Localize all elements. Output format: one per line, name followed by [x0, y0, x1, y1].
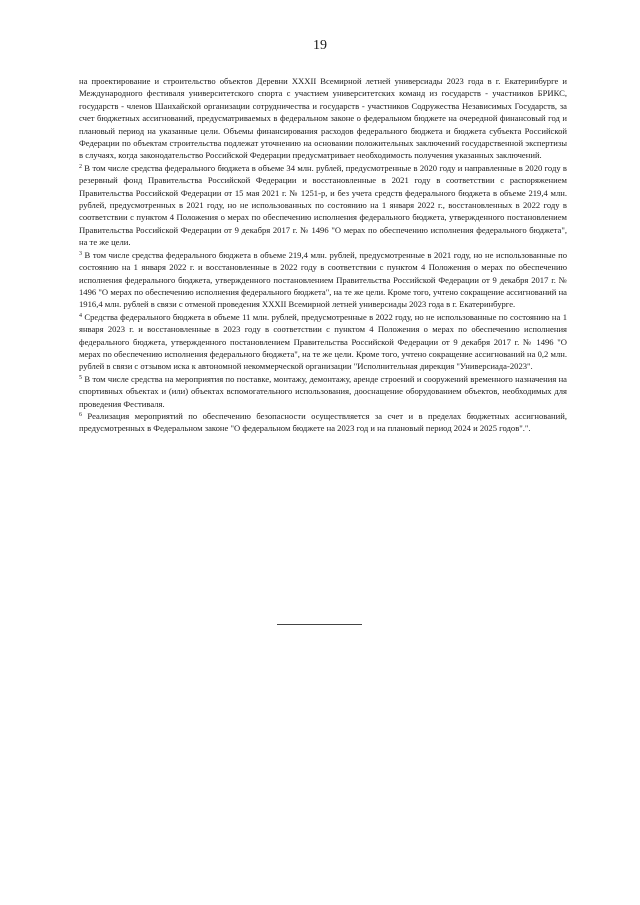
footnote-text: В том числе средства на мероприятия по поставке, монтажу, демонтажу, аренде строений и сооружений временного назначения на спортивных объектах и (или) объектах вспомогательного использования, дооснащение оборудованием объектов, необходимых для проведения Фестиваля. — [79, 373, 567, 409]
footnote-2 — [79, 162, 567, 249]
footnote-text: Реализация мероприятий по обеспечению безопасности осуществляется за счет и в пределах бюджетных ассигнований, предусмотренных в Федеральном законе "О федеральном бюджете на 2023 год и на плановый период 2024 и 2025 годов".". — [79, 410, 567, 434]
page-number: 19 — [313, 38, 327, 53]
footnote-text: Средства федерального бюджета в объеме 11 млн. рублей, предусмотренные в 2022 году, но не использованные по состоянию на 1 января 2023 г. и восстановленные в 2023 году в соответствии с пунктом 4 Положения о мерах по обеспечению исполнения федерального бюджета, утвержденного постановлением Правительства Российской Федерации от 9 декабря 2017 г. № 1496 "О мерах по обеспечению исполнения федерального бюджета", на те же цели. Кроме того, учтено сокращение ассигнований на 0,2 млн. рублей в связи с отзывом иска к автономной некоммерческой организации "Исполнительная дирекция "Универсиада-2023". — [79, 311, 567, 372]
end-divider-line — [277, 624, 362, 625]
footnote-marker: 5 — [79, 374, 82, 381]
footnote-text: В том числе средства федерального бюджета в объеме 34 млн. рублей, предусмотренные в 2020 году и направленные в 2020 году в резервный фонд Правительства Российской Федерации и восстановленные в 2021 году в соответствии с распоряжением Правительства Российской Федерации от 15 мая 2021 г. № 1251-р, и без учета средств федерального бюджета в объеме 219,4 млн. рублей, предусмотренных в 2021 году, но не использованных по состоянию на 1 января 2022 г., восстановленных в 2022 году в соответствии с пунктом 4 Положения о мерах по обеспечению исполнения федерального бюджета, утвержденного постановлением Правительства Российской Федерации от 9 декабря 2017 г. № 1496 "О мерах по обеспечению исполнения федерального бюджета", на те же цели. — [79, 162, 567, 248]
footnote-4 — [79, 311, 567, 373]
footnote-marker: 4 — [79, 312, 82, 319]
footnote-5 — [79, 373, 567, 410]
footnote-marker: 6 — [79, 411, 82, 418]
footnote-marker: 2 — [79, 163, 82, 170]
paragraph-continuation — [79, 75, 567, 162]
paragraph-text: на проектирование и строительство объектов Деревни XXXII Всемирной летней универсиады 2023 года в г. Екатеринбурге и Международного фестиваля университетского спорта с участием университетских команд из государств - участников БРИКС, государств - членов Шанхайской организации сотрудничества и государств - участников Содружества Независимых Государств, за счет бюджетных ассигнований, предусматриваемых в федеральном законе о федеральном бюджете на очередной финансовый год и плановый период на указанные цели. Объемы финансирования расходов федерального бюджета и бюджета субъекта Российской Федерации по объектам строительства подлежат уточнению на основании положительных заключений государственной экспертизы в случаях, когда законодательство Российской Федерации предусматривает необходимость получения указанных заключений. — [79, 76, 567, 161]
footnote-3 — [79, 249, 567, 311]
footnote-text: В том числе средства федерального бюджета в объеме 219,4 млн. рублей, предусмотренные в 2021 году, но не использованные по состоянию на 1 января 2022 г. и восстановленные в 2022 году в соответствии с пунктом 4 Положения о мерах по обеспечению исполнения федерального бюджета, утвержденного постановлением Правительства Российской Федерации от 9 декабря 2017 г. № 1496 "О мерах по обеспечению исполнения федерального бюджета", на те же цели. Кроме того, учтено сокращение ассигнований на 1916,4 млн. рублей в связи с отменой проведения XXXII Всемирной летней универсиады 2023 года в г. Екатеринбурге. — [79, 249, 567, 310]
footnotes-text — [79, 75, 567, 435]
footnote-marker: 3 — [79, 250, 82, 257]
footnote-6 — [79, 410, 567, 435]
